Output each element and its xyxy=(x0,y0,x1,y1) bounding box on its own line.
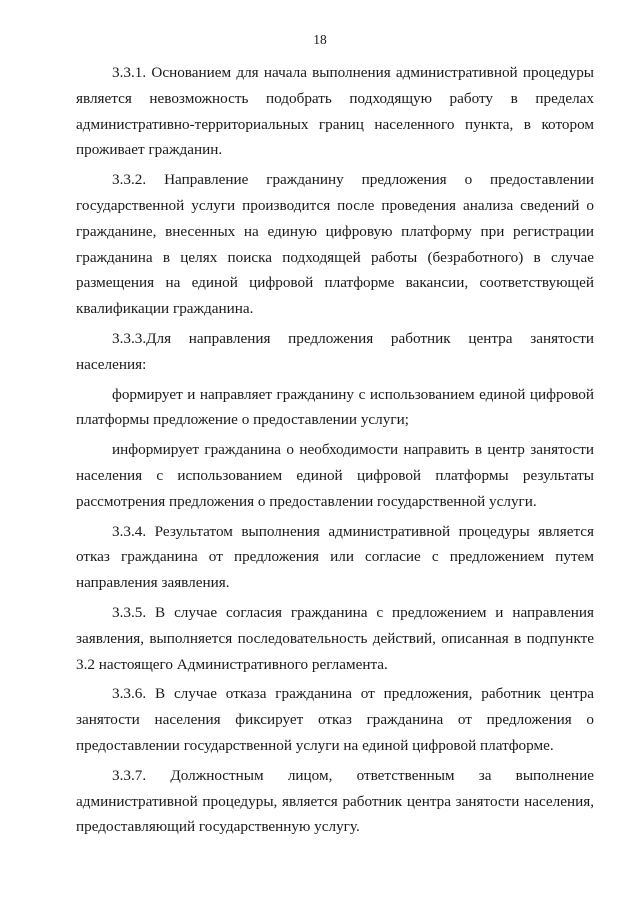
paragraph-3-3-3-item-1: формирует и направляет гражданину с использованием единой цифровой платформы предложение о предоставлении услуги; xyxy=(76,385,594,429)
paragraph-3-3-3-item-2: информирует гражданина о необходимости направить в центр занятости населения с использованием единой цифровой платформы результаты рассмотрения предложения о предоставлении государственной услуги. xyxy=(76,441,594,510)
paragraph-3-3-2: 3.3.2. Направление гражданину предложения о предоставлении государственной услуги производится после проведения анализа сведений о гражданине, внесенных на единую цифровую платформу при регистрации гражданина в целях поиска подходящей работы (безработного) в случае размещения на единой цифровой платформе вакансии, соответствующей квалификации гражданина. xyxy=(76,171,594,318)
paragraph-3-3-6: 3.3.6. В случае отказа гражданина от предложения, работник центра занятости населения фиксирует отказ гражданина от предложения о предоставлении государственной услуги на единой цифровой платформе. xyxy=(76,685,594,754)
paragraph-3-3-7: 3.3.7. Должностным лицом, ответственным за выполнение административной процедуры, является работник центра занятости населения, предоставляющий государственную услугу. xyxy=(76,766,594,836)
paragraph-3-3-3: 3.3.3.Для направления предложения работник центра занятости населения: xyxy=(76,329,594,373)
paragraph-3-3-1: 3.3.1. Основанием для начала выполнения административной процедуры является невозможность подобрать подходящую работу в пределах административно-территориальных границ населенного пункта, в котором проживает гражданин. xyxy=(76,64,594,159)
document-body xyxy=(76,60,594,842)
paragraph-3-3-4: 3.3.4. Результатом выполнения административной процедуры является отказ гражданина от предложения или согласие с предложением путем направления заявления. xyxy=(76,522,594,592)
paragraph-3-3-5: 3.3.5. В случае согласия гражданина с предложением и направления заявления, выполняется последовательность действий, описанная в подпункте 3.2 настоящего Административного регламента. xyxy=(76,603,594,673)
page-number: 18 xyxy=(313,32,327,47)
